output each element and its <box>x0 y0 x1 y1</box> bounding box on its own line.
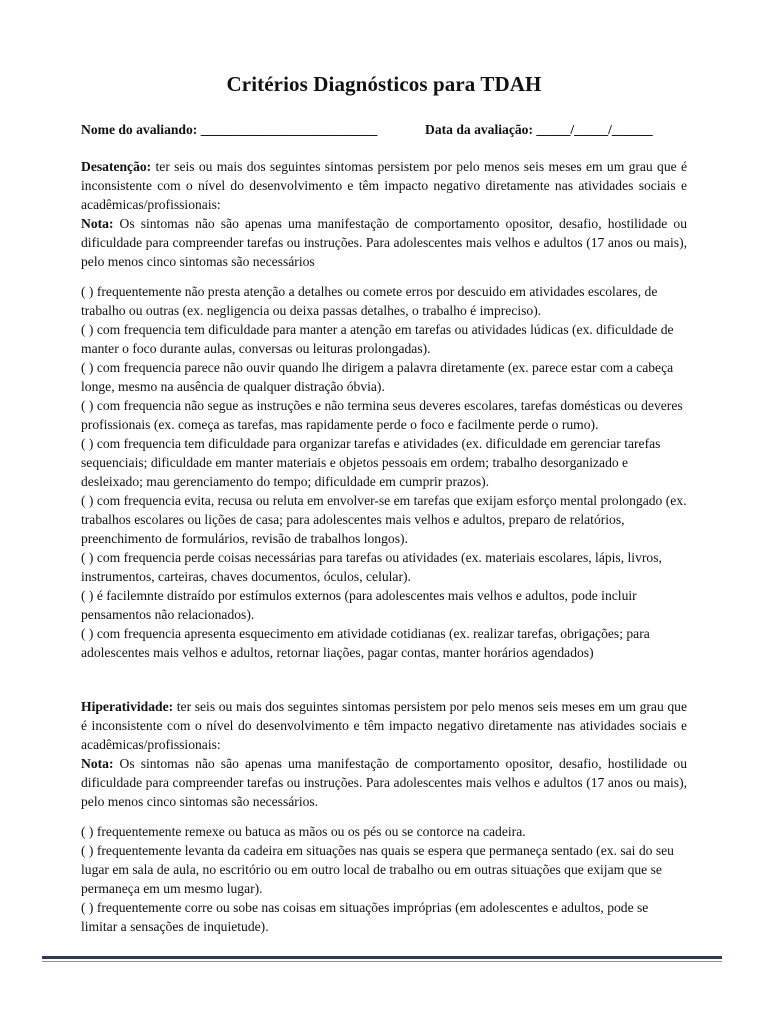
symptom-item[interactable]: ( ) com frequencia apresenta esquecimento em atividade cotidianas (ex. realizar tarefas, obrigações; para adolescentes mais velhos e adultos, retornar liações, pagar contas, manter horários agendados) <box>81 626 650 660</box>
section-note <box>81 754 687 811</box>
symptom-item[interactable]: ( ) frequentemente não presta atenção a detalhes ou comete erros por descuido em atividades escolares, de trabalho ou outras (ex. negligencia ou deixa passas detalhes, o trabalho é impreciso). <box>81 284 658 318</box>
evaluee-name-field[interactable]: Nome do avaliando: __________________________ <box>81 122 378 137</box>
section-intro-text: ter seis ou mais dos seguintes sintomas persistem por pelo menos seis meses em um grau que é inconsistente com o nível do desenvolvimento e têm impacto negativo diretamente nas atividades sociais e acadêmicas/profissionais: <box>81 699 687 752</box>
symptom-item[interactable]: ( ) é facilemnte distraído por estímulos externos (para adolescentes mais velhos e adultos, pode incluir pensamentos não relacionados). <box>81 588 637 622</box>
symptom-item[interactable]: ( ) frequentemente corre ou sobe nas coisas em situações impróprias (em adolescentes e adultos, pode se limitar a sensações de inquietude). <box>81 900 649 934</box>
note-label: Nota: <box>81 216 114 231</box>
note-text: Os sintomas não são apenas uma manifestação de comportamento opositor, desafio, hostilidade ou dificuldade para compreender tarefas ou instruções. Para adolescentes mais velhos e adultos (17 anos ou mais), pelo menos cinco sintomas são necessários. <box>81 756 687 809</box>
symptom-list-hiperatividade <box>81 822 687 936</box>
section-intro <box>81 697 687 754</box>
symptom-item[interactable]: ( ) com frequencia evita, recusa ou reluta em envolver-se em tarefas que exijam esforço mental prolongado (ex. trabalhos escolares ou lições de casa; para adolescentes mais velhos e adultos, preparo de relatórios, preenchimento de formulários, revisão de trabalhos longos). <box>81 493 687 546</box>
section-intro-text: ter seis ou mais dos seguintes sintomas persistem por pelo menos seis meses em um grau que é inconsistente com o nível do desenvolvimento e têm impacto negativo diretamente nas atividades sociais e acadêmicas/profissionais: <box>81 159 687 212</box>
section-hiperatividade <box>81 697 687 811</box>
note-text: Os sintomas não são apenas uma manifestação de comportamento opositor, desafio, hostilidade ou dificuldade para compreender tarefas ou instruções. Para adolescentes mais velhos e adultos (17 anos ou mais), pelo menos cinco sintomas são necessários <box>81 216 687 269</box>
symptom-item[interactable]: ( ) frequentemente levanta da cadeira em situações nas quais se espera que permaneça sentado (ex. sai do seu lugar em sala de aula, no escritório ou em outro local de trabalho ou em outras situações que exijam que se permaneça em um mesmo lugar). <box>81 843 674 896</box>
symptom-list-desatencao <box>81 282 687 662</box>
symptom-item[interactable]: ( ) com frequencia não segue as instruções e não termina seus deveres escolares, tarefas domésticas ou deveres profissionais (ex. começa as tarefas, mas rapidamente perde o foco e facilmente perde o rumo). <box>81 398 683 432</box>
section-heading: Hiperatividade: <box>81 699 174 714</box>
footer-rule-thin <box>42 961 722 962</box>
symptom-item[interactable]: ( ) frequentemente remexe ou batuca as mãos ou os pés ou se contorce na cadeira. <box>81 824 526 839</box>
section-heading: Desatenção: <box>81 159 152 174</box>
symptom-item[interactable]: ( ) com frequencia tem dificuldade para manter a atenção em tarefas ou atividades lúdicas (ex. dificuldade de manter o foco durante aulas, conversas ou leituras prolongadas). <box>81 322 674 356</box>
symptom-item[interactable]: ( ) com frequencia tem dificuldade para organizar tarefas e atividades (ex. dificuldade em gerenciar tarefas sequenciais; dificuldade em manter materiais e objetos pessoais em ordem; trabalho desorganizado e desleixado; mau gerenciamento do tempo; dificuldade em cumprir prazos). <box>81 436 661 489</box>
section-note <box>81 214 687 271</box>
symptom-item[interactable]: ( ) com frequencia perde coisas necessárias para tarefas ou atividades (ex. materiais escolares, lápis, livros, instrumentos, carteiras, chaves documentos, óculos, celular). <box>81 550 662 584</box>
section-desatencao <box>81 157 687 271</box>
footer-divider <box>42 956 722 962</box>
evaluation-date-field[interactable]: Data da avaliação: _____/_____/______ <box>425 122 653 137</box>
note-label: Nota: <box>81 756 114 771</box>
page-title: Critérios Diagnósticos para TDAH <box>226 72 542 96</box>
footer-rule-thick <box>42 956 722 959</box>
section-intro <box>81 157 687 214</box>
symptom-item[interactable]: ( ) com frequencia parece não ouvir quando lhe dirigem a palavra diretamente (ex. parece estar com a cabeça longe, mesmo na ausência de qualquer distração óbvia). <box>81 360 674 394</box>
